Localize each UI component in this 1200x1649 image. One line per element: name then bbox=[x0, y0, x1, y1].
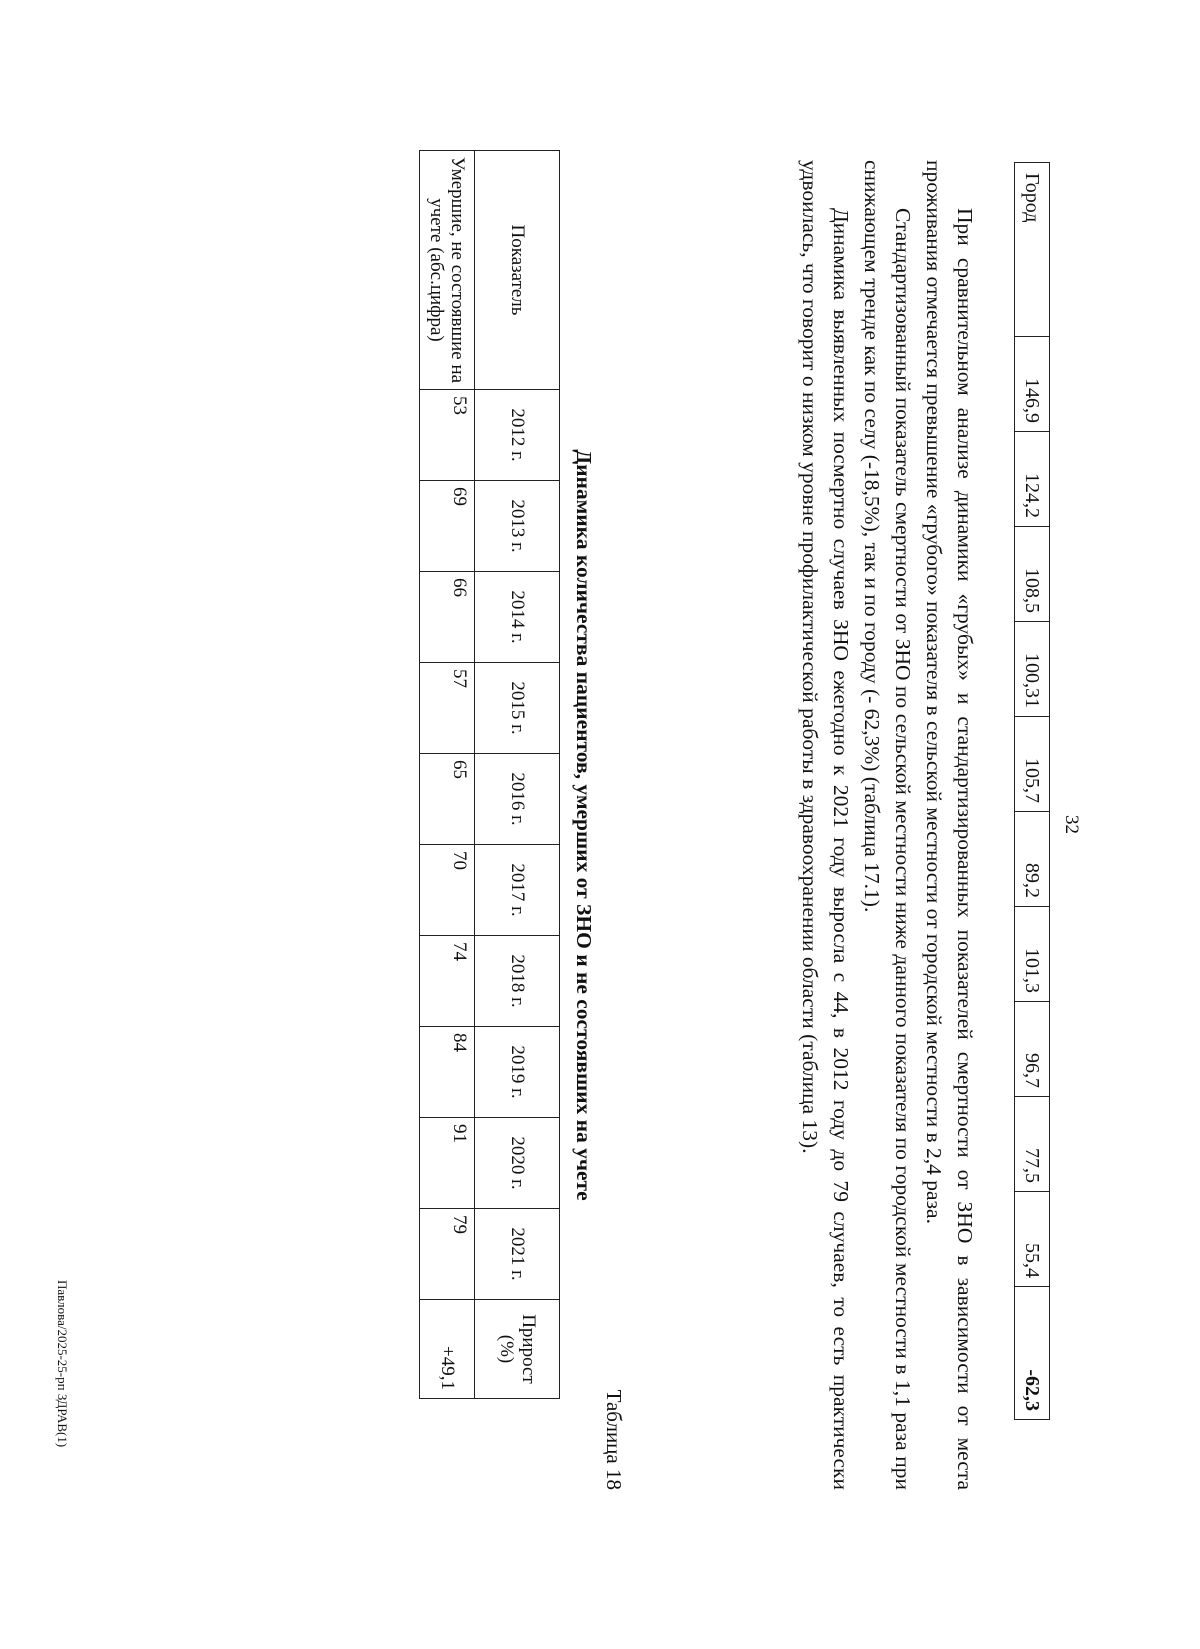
city-value: 146,9 bbox=[1015, 337, 1050, 432]
growth-header-cell: Прирост (%) bbox=[475, 1300, 560, 1399]
value-cell: 79 bbox=[420, 1209, 475, 1300]
city-value: 77,5 bbox=[1015, 1097, 1050, 1192]
year-header-cell: 2012 г. bbox=[475, 390, 560, 481]
table-row bbox=[420, 151, 475, 1399]
body-text bbox=[794, 160, 980, 1490]
patients-table bbox=[419, 150, 560, 1399]
value-cell: 91 bbox=[420, 1118, 475, 1209]
value-cell: 57 bbox=[420, 663, 475, 754]
table-title: Динамика количества пациентов, умерших от ЗНО и не состоявших на учете bbox=[572, 449, 596, 1201]
value-cell: 65 bbox=[420, 754, 475, 845]
value-cell: 74 bbox=[420, 936, 475, 1027]
city-value: 100,31 bbox=[1015, 622, 1050, 717]
city-growth-value: -62,3 bbox=[1015, 1287, 1050, 1420]
city-value: 108,5 bbox=[1015, 527, 1050, 622]
year-header-cell: 2018 г. bbox=[475, 936, 560, 1027]
city-row-label: Город bbox=[1015, 163, 1050, 337]
city-value: 55,4 bbox=[1015, 1192, 1050, 1287]
table-header-row bbox=[475, 151, 560, 1399]
paragraph: При сравнительном анализе динамики «грубых» и стандартизированных показателей смертности от ЗНО в зависимости от места проживания отмечается превышение «грубого» показателя в сельской местности от городской местности в 2,4 раза. bbox=[922, 160, 977, 1490]
city-row bbox=[1015, 163, 1050, 1420]
value-cell: 84 bbox=[420, 1027, 475, 1118]
value-cell: 66 bbox=[420, 572, 475, 663]
table-caption: Таблица 18 bbox=[602, 1389, 626, 1490]
year-header-cell: 2021 г. bbox=[475, 1209, 560, 1300]
year-header-cell: 2013 г. bbox=[475, 481, 560, 572]
city-value: 124,2 bbox=[1015, 432, 1050, 527]
value-cell: 70 bbox=[420, 845, 475, 936]
growth-value-cell: +49,1 bbox=[420, 1300, 475, 1399]
year-header-cell: 2016 г. bbox=[475, 754, 560, 845]
year-header-cell: 2020 г. bbox=[475, 1118, 560, 1209]
header-label-cell: Показатель bbox=[475, 151, 560, 390]
paragraph: Динамика выявленных посмертно случаев ЗНО ежегодно к 2021 году выросла с 44, в 2012 году до 79 случаев, то есть практически удвоилась, что говорит о низком уровне профилактической работы в здравоохранении области (таблица 13). bbox=[798, 160, 853, 1490]
year-header-cell: 2015 г. bbox=[475, 663, 560, 754]
value-cell: 69 bbox=[420, 481, 475, 572]
footer-reference: Павлова/2025-25-рп ЗДРАВ(1) bbox=[55, 1280, 70, 1448]
year-header-cell: 2017 г. bbox=[475, 845, 560, 936]
year-header-cell: 2019 г. bbox=[475, 1027, 560, 1118]
city-value: 89,2 bbox=[1015, 812, 1050, 907]
paragraph: Стандартизованный показатель смертности от ЗНО по сельской местности ниже данного показателя по городской местности в 1,1 раза при снижающем тренде как по селу (-18,5%), так и по городу (- 62,3%) (таблица 17.1). bbox=[860, 160, 915, 1490]
city-value: 96,7 bbox=[1015, 1002, 1050, 1097]
row-label-cell: Умершие, не состоявшие на учете (абс.цифра) bbox=[420, 151, 475, 390]
page-number: 32 bbox=[1061, 815, 1082, 834]
city-value: 105,7 bbox=[1015, 717, 1050, 812]
value-cell: 53 bbox=[420, 390, 475, 481]
city-value: 101,3 bbox=[1015, 907, 1050, 1002]
year-header-cell: 2014 г. bbox=[475, 572, 560, 663]
city-mortality-row-table bbox=[1014, 162, 1050, 1420]
